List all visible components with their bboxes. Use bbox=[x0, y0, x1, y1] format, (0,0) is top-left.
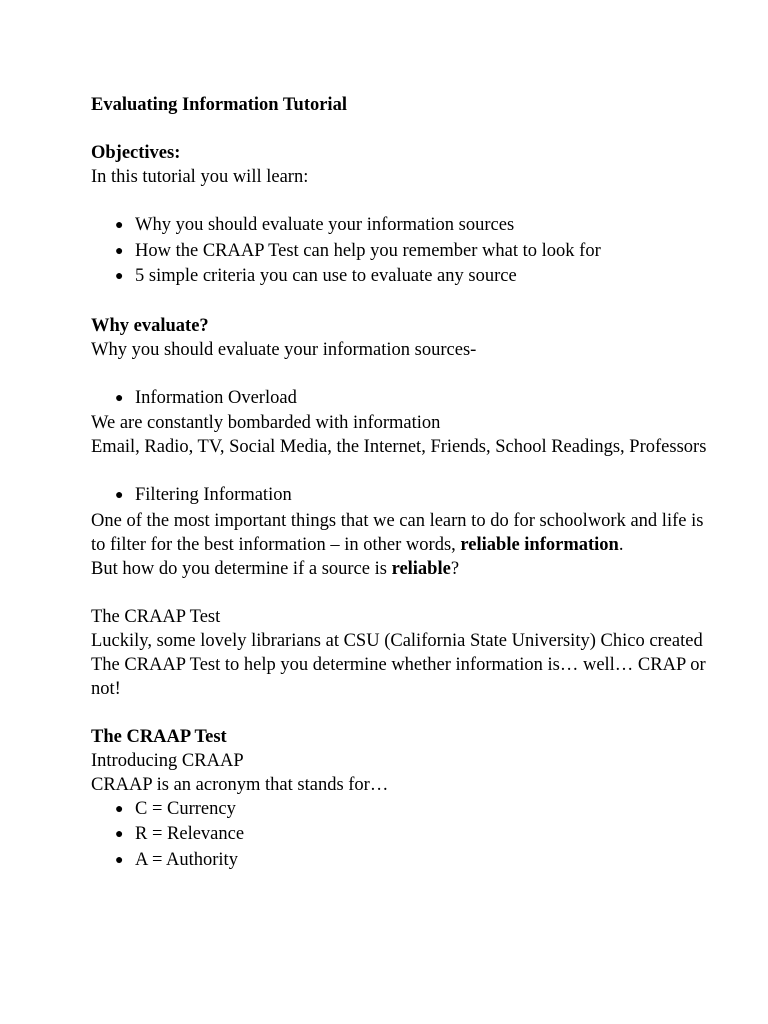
reliable-information-term: reliable information bbox=[460, 534, 619, 555]
bullet-icon: ● bbox=[115, 243, 124, 259]
craap-test-heading: The CRAAP Test bbox=[91, 726, 227, 747]
craap-test-line-1: Introducing CRAAP bbox=[91, 750, 244, 771]
bullet-icon: ● bbox=[115, 269, 124, 284]
list-item-text: 5 simple criteria you can use to evaluate any source bbox=[135, 266, 517, 286]
objectives-intro: In this tutorial you will learn: bbox=[91, 167, 309, 187]
overload-line-2: Email, Radio, TV, Social Media, the Internet, Friends, School Readings, Professors bbox=[91, 437, 707, 457]
objectives-heading: Objectives: bbox=[91, 143, 181, 163]
bullet-icon: ● bbox=[115, 390, 124, 406]
question-text: But how do you determine if a source is bbox=[91, 558, 387, 579]
craap-list bbox=[91, 797, 708, 874]
list-item bbox=[115, 264, 708, 290]
reliable-question bbox=[91, 557, 708, 581]
spacer bbox=[91, 290, 708, 314]
spacer bbox=[91, 117, 708, 141]
list-item-text: Filtering Information bbox=[135, 485, 292, 505]
spacer bbox=[91, 581, 708, 605]
document-title: Evaluating Information Tutorial bbox=[91, 95, 347, 115]
bullet-icon: ● bbox=[115, 852, 124, 868]
list-item bbox=[115, 848, 708, 874]
question-mark: ? bbox=[450, 558, 460, 579]
filtering-text: One of the most important things that we can learn to do for schoolwork and life is to filter for the best information – in other words, bbox=[91, 510, 704, 555]
craap-test-line-2: CRAAP is an acronym that stands for… bbox=[91, 774, 389, 795]
overload-line-1: We are constantly bombarded with information bbox=[91, 413, 441, 433]
why-evaluate-intro: Why you should evaluate your information sources- bbox=[91, 339, 477, 360]
list-item-text: A = Authority bbox=[135, 849, 238, 870]
craap-intro-text: Luckily, some lovely librarians at CSU (California State University) Chico created The CRAAP Test to help you determine whether information is… well… CRAP or not! bbox=[91, 630, 706, 699]
spacer bbox=[91, 701, 708, 725]
bullet-icon: ● bbox=[115, 801, 124, 817]
list-item-text: Information Overload bbox=[135, 387, 297, 408]
list-item bbox=[115, 386, 708, 412]
list-item-text: R = Relevance bbox=[135, 824, 245, 844]
overload-list bbox=[91, 386, 708, 412]
bullet-icon: ● bbox=[115, 827, 124, 842]
objectives-list bbox=[91, 213, 708, 290]
why-evaluate-heading: Why evaluate? bbox=[91, 315, 209, 336]
list-item bbox=[115, 797, 708, 823]
bullet-icon: ● bbox=[115, 488, 124, 503]
list-item bbox=[115, 822, 708, 848]
list-item bbox=[115, 483, 708, 509]
filtering-list bbox=[91, 483, 708, 509]
list-item bbox=[115, 213, 708, 239]
spacer bbox=[91, 459, 708, 483]
bullet-icon: ● bbox=[115, 218, 124, 233]
list-item bbox=[115, 239, 708, 265]
filtering-text-end: . bbox=[618, 534, 624, 555]
craap-intro-heading: The CRAAP Test bbox=[91, 606, 221, 627]
list-item-text: Why you should evaluate your information sources bbox=[135, 215, 515, 235]
list-item-text: How the CRAAP Test can help you remember what to look for bbox=[135, 240, 601, 261]
spacer bbox=[91, 362, 708, 386]
reliable-term: reliable bbox=[391, 558, 451, 579]
list-item-text: C = Currency bbox=[135, 798, 236, 819]
spacer bbox=[91, 189, 708, 213]
filtering-paragraph bbox=[91, 509, 708, 557]
